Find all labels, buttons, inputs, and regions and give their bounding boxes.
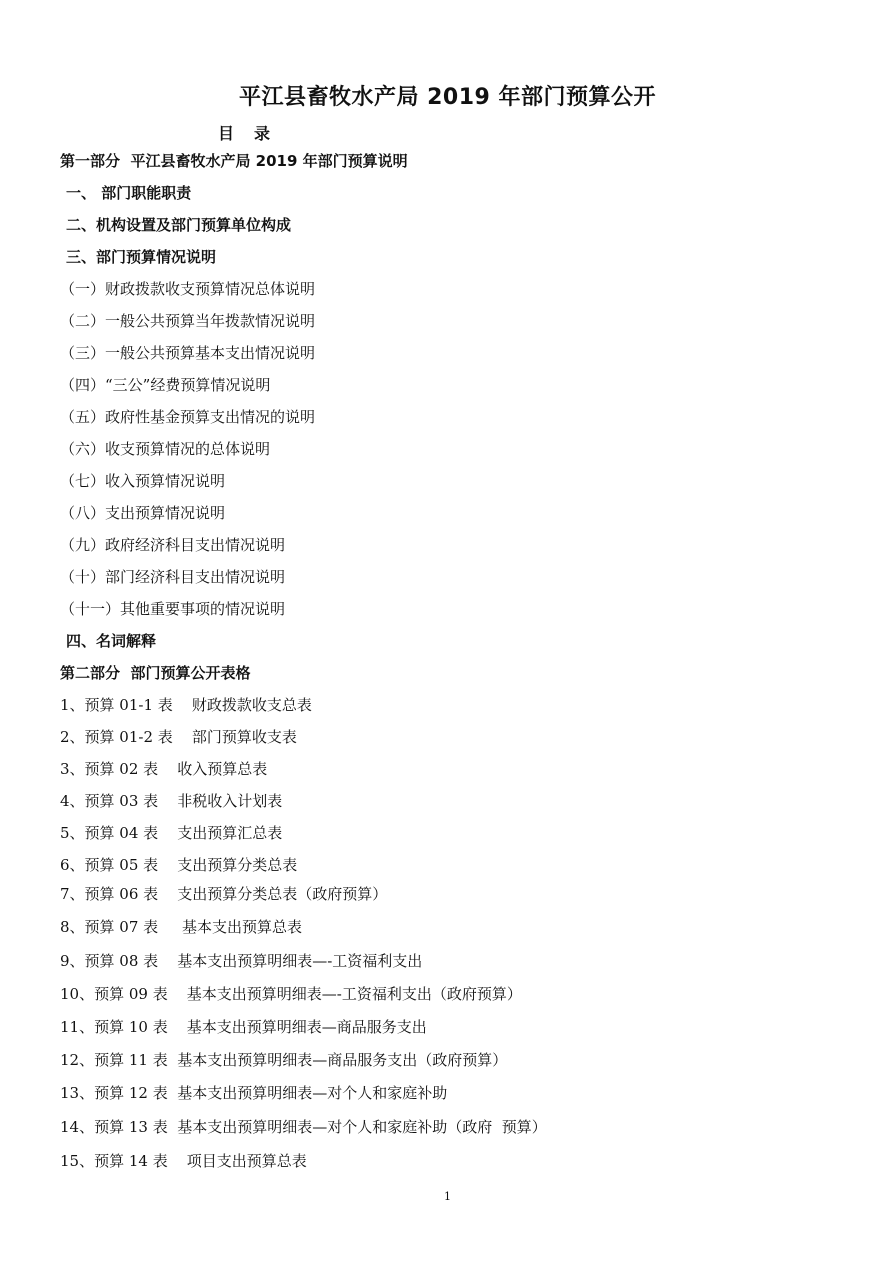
page-number: 1 [444, 1190, 451, 1203]
toc-item: 6、预算 05 表 支出预算分类总表 [60, 856, 298, 874]
toc-item: （二）一般公共预算当年拨款情况说明 [60, 312, 316, 330]
toc-item: （十一）其他重要事项的情况说明 [60, 600, 286, 618]
toc-item: 10、预算 09 表 基本支出预算明细表—-工资福利支出（政府预算） [60, 985, 522, 1003]
toc-item: （三）一般公共预算基本支出情况说明 [60, 344, 316, 362]
toc-item: 1、预算 01-1 表 财政拨款收支总表 [60, 696, 312, 714]
toc-item: （十）部门经济科目支出情况说明 [60, 568, 286, 586]
toc-item: 9、预算 08 表 基本支出预算明细表—-工资福利支出 [60, 952, 423, 970]
toc-item: （五）政府性基金预算支出情况的说明 [60, 408, 316, 426]
toc-item: 4、预算 03 表 非税收入计划表 [60, 792, 283, 810]
toc-item: 14、预算 13 表 基本支出预算明细表—对个人和家庭补助（政府 预算） [60, 1118, 547, 1136]
toc-section-heading: 四、名词解释 [66, 632, 157, 650]
toc-item: （一）财政拨款收支预算情况总体说明 [60, 280, 316, 298]
toc-item: 3、预算 02 表 收入预算总表 [60, 760, 268, 778]
document-title: 平江县畜牧水产局 2019 年部门预算公开 [238, 85, 657, 110]
toc-item: （九）政府经济科目支出情况说明 [60, 536, 286, 554]
toc-item: 2、预算 01-2 表 部门预算收支表 [60, 728, 297, 746]
toc-item: （六）收支预算情况的总体说明 [60, 440, 271, 458]
toc-item: 11、预算 10 表 基本支出预算明细表—商品服务支出 [60, 1018, 427, 1036]
toc-part-heading: 第二部分 部门预算公开表格 [60, 664, 251, 682]
toc-item: 8、预算 07 表 基本支出预算总表 [60, 918, 303, 936]
toc-item: 7、预算 06 表 支出预算分类总表（政府预算） [60, 885, 388, 903]
toc-item: 5、预算 04 表 支出预算汇总表 [60, 824, 283, 842]
toc-item: （七）收入预算情况说明 [60, 472, 226, 490]
toc-part-heading: 第一部分 平江县畜牧水产局 2019 年部门预算说明 [60, 152, 408, 170]
toc-item: 12、预算 11 表 基本支出预算明细表—商品服务支出（政府预算） [60, 1051, 508, 1069]
toc-section-heading: 一、 部门职能职责 [66, 184, 192, 202]
toc-item: （四）“三公”经费预算情况说明 [60, 376, 271, 394]
toc-item: （八）支出预算情况说明 [60, 504, 226, 522]
toc-item: 15、预算 14 表 项目支出预算总表 [60, 1152, 307, 1170]
toc-heading: 目 录 [218, 124, 273, 143]
toc-section-heading: 二、机构设置及部门预算单位构成 [66, 216, 292, 234]
toc-item: 13、预算 12 表 基本支出预算明细表—对个人和家庭补助 [60, 1084, 448, 1102]
toc-section-heading: 三、部门预算情况说明 [66, 248, 217, 266]
